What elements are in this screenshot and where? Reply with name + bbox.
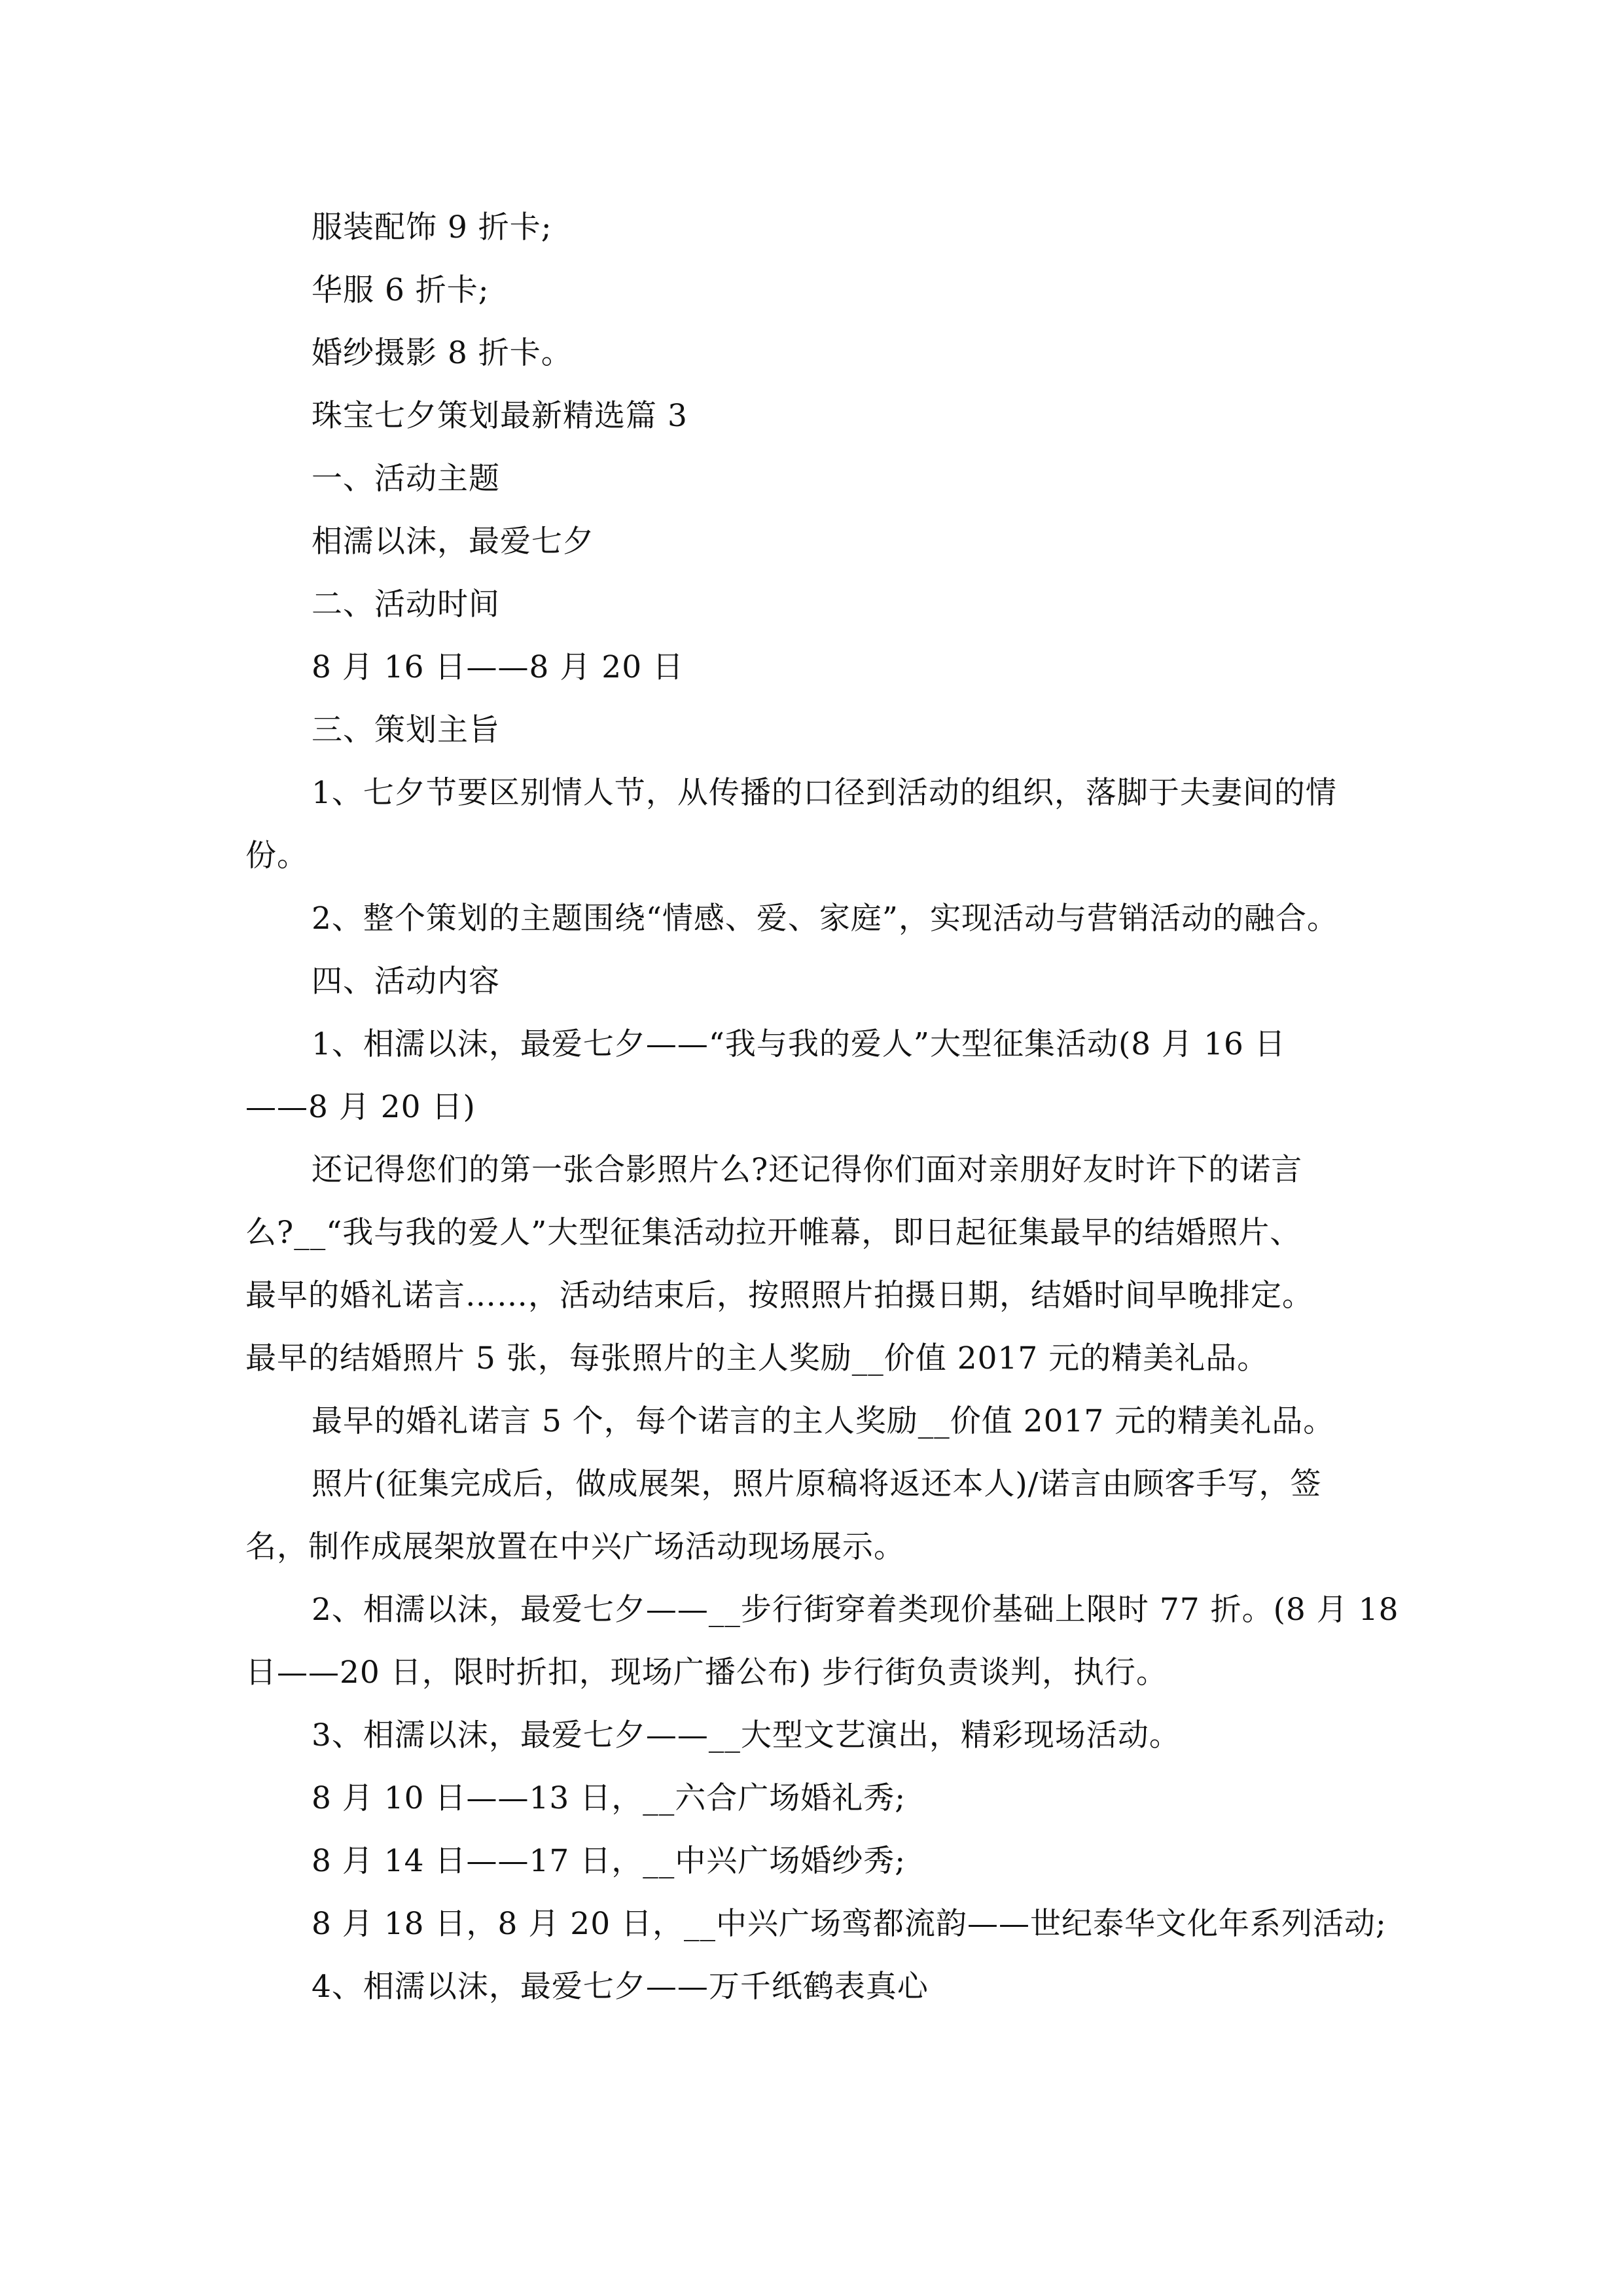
heading-line: 一、活动主题 [312, 461, 500, 497]
body-line: 名，制作成展架放置在中兴广场活动现场展示。 [245, 1529, 905, 1565]
body-line: 1、相濡以沫，最爱七夕——“我与我的爱人”大型征集活动(8 月 16 日 [312, 1026, 1286, 1062]
body-line: 4、相濡以沫，最爱七夕——万千纸鹤表真心 [312, 1969, 929, 2005]
body-line: 2、相濡以沫，最爱七夕——__步行街穿着类现价基础上限时 77 折。(8 月 18 [312, 1592, 1399, 1628]
body-line: 1、七夕节要区别情人节，从传播的口径到活动的组织，落脚于夫妻间的情 [312, 775, 1337, 811]
body-line: 最早的结婚照片 5 张，每张照片的主人奖励__价值 2017 元的精美礼品。 [245, 1340, 1269, 1376]
body-line: 最早的婚礼诺言……，活动结束后，按照照片拍摄日期，结婚时间早晚排定。 [245, 1278, 1313, 1314]
body-line: 服装配饰 9 折卡; [312, 209, 552, 245]
body-line: 华服 6 折卡; [312, 272, 490, 308]
heading-line: 三、策划主旨 [312, 712, 500, 748]
body-line: 么?__“我与我的爱人”大型征集活动拉开帷幕，即日起征集最早的结婚照片、 [245, 1215, 1302, 1251]
body-line: 3、相濡以沫，最爱七夕——__大型文艺演出，精彩现场活动。 [312, 1717, 1181, 1753]
body-line: 8 月 10 日——13 日，__六合广场婚礼秀; [312, 1780, 906, 1816]
heading-line: 四、活动内容 [312, 963, 500, 999]
body-line: 2、整个策划的主题围绕“情感、爱、家庭”，实现活动与营销活动的融合。 [312, 901, 1338, 937]
section-title: 珠宝七夕策划最新精选篇 3 [312, 398, 688, 434]
body-line: 还记得您们的第一张合影照片么?还记得你们面对亲朋好友时许下的诺言 [312, 1152, 1303, 1188]
body-line: ——8 月 20 日) [245, 1089, 476, 1125]
body-line: 8 月 16 日——8 月 20 日 [312, 649, 685, 685]
body-line: 最早的婚礼诺言 5 个，每个诺言的主人奖励__价值 2017 元的精美礼品。 [312, 1403, 1335, 1439]
body-line: 份。 [245, 838, 308, 874]
body-line: 照片(征集完成后，做成展架，照片原稿将返还本人)/诺言由顾客手写，签 [312, 1466, 1322, 1502]
heading-line: 二、活动时间 [312, 586, 500, 622]
body-line: 日——20 日，限时折扣，现场广播公布) 步行街负责谈判，执行。 [245, 1655, 1168, 1691]
body-line: 8 月 18 日，8 月 20 日，__中兴广场鸾都流韵——世纪泰华文化年系列活动; [312, 1906, 1387, 1942]
body-line: 婚纱摄影 8 折卡。 [312, 335, 573, 371]
body-line: 8 月 14 日——17 日，__中兴广场婚纱秀; [312, 1843, 906, 1879]
body-line: 相濡以沫，最爱七夕 [312, 524, 594, 560]
